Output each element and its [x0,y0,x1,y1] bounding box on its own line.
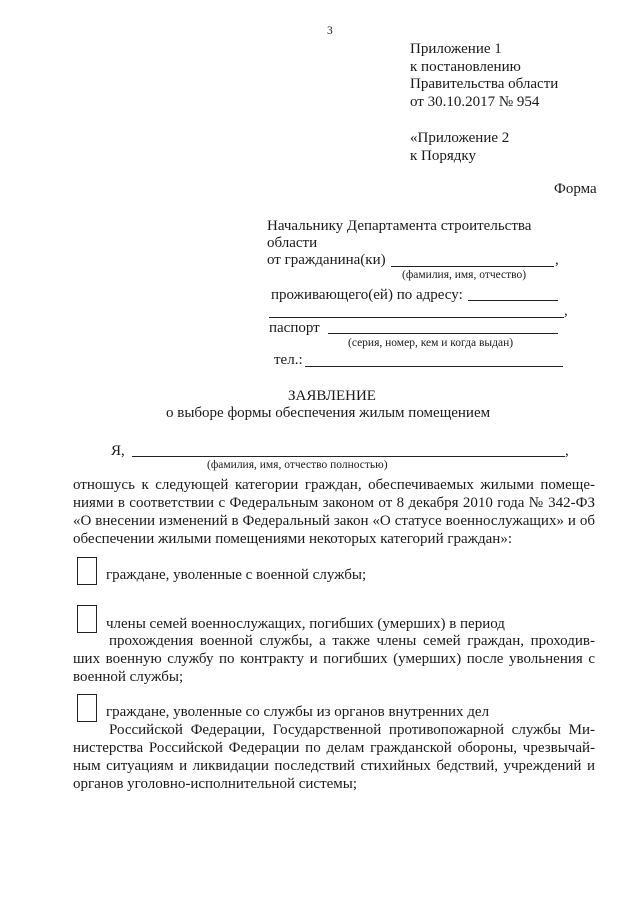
from-hint: (фамилия, имя, отчество) [402,269,527,281]
option-text: члены семей военнослужащих, погибших (умерших) в период [106,616,505,632]
paragraph-line: «О внесении изменений в Федеральный закон «О статусе военнослужащих» и об [73,513,595,529]
phone-field[interactable] [305,366,563,367]
addressee-line: Начальнику Департамента строительства [267,218,532,234]
form-label: Форма [554,181,597,197]
address-field-2[interactable] [269,317,564,318]
address-field[interactable] [468,300,558,301]
address-comma: , [564,303,568,319]
page-number: 3 [327,25,333,37]
option-text: органов уголовно-исполнительной системы; [73,776,358,792]
option-text: ших военную службу по контракту и погибших (умерших) после увольнения с [73,651,595,667]
document-subtitle: о выборе формы обеспечения жилым помещением [166,405,491,421]
appendix-line: к постановлению [410,59,521,75]
option-text: ным ситуациям и ликвидации последствий стихийных бедствий, учреждений и [73,758,595,774]
passport-field[interactable] [328,333,558,334]
i-comma: , [565,443,569,459]
addressee-line: области [267,235,318,251]
document-title: ЗАЯВЛЕНИЕ [288,388,376,404]
appendix-line: от 30.10.2017 № 954 [410,94,540,110]
option-checkbox[interactable] [77,694,97,722]
option-checkbox[interactable] [77,605,97,633]
full-name-field[interactable] [132,456,565,457]
from-comma: , [555,252,559,268]
paragraph-line: отношусь к следующей категории граждан, обеспечиваемых жилыми помеще- [73,477,595,493]
option-text: прохождения военной службы, а также члены семей граждан, проходив- [109,633,595,649]
paragraph-line: ниями в соответствии с Федеральным законом от 8 декабря 2010 года № 342-ФЗ [73,495,595,511]
option-text: военной службы; [73,669,184,685]
from-label: от гражданина(ки) [267,252,386,268]
full-name-hint: (фамилия, имя, отчество полностью) [207,459,388,471]
appendix-line: Приложение 1 [410,41,502,57]
appendix-line: к Порядку [410,148,476,164]
passport-label: паспорт [269,320,320,336]
appendix-line: «Приложение 2 [410,130,510,146]
passport-hint: (серия, номер, кем и когда выдан) [348,337,514,349]
paragraph-line: обеспечении жилыми помещениями некоторых категорий граждан»: [73,531,512,547]
address-label: проживающего(ей) по адресу: [271,287,463,303]
option-text: нистерства Российской Федерации по делам гражданской обороны, чрезвычай- [73,740,595,756]
option-text: граждане, уволенные со службы из органов внутренних дел [106,704,490,720]
appendix-line: Правительства области [410,76,559,92]
from-field[interactable] [391,266,554,267]
phone-label: тел.: [274,352,303,368]
option-checkbox[interactable] [77,557,97,585]
option-text: граждане, уволенные с военной службы; [106,567,367,583]
option-text: Российской Федерации, Государственной противопожарной службы Ми- [109,722,595,738]
i-label: Я, [111,443,125,459]
